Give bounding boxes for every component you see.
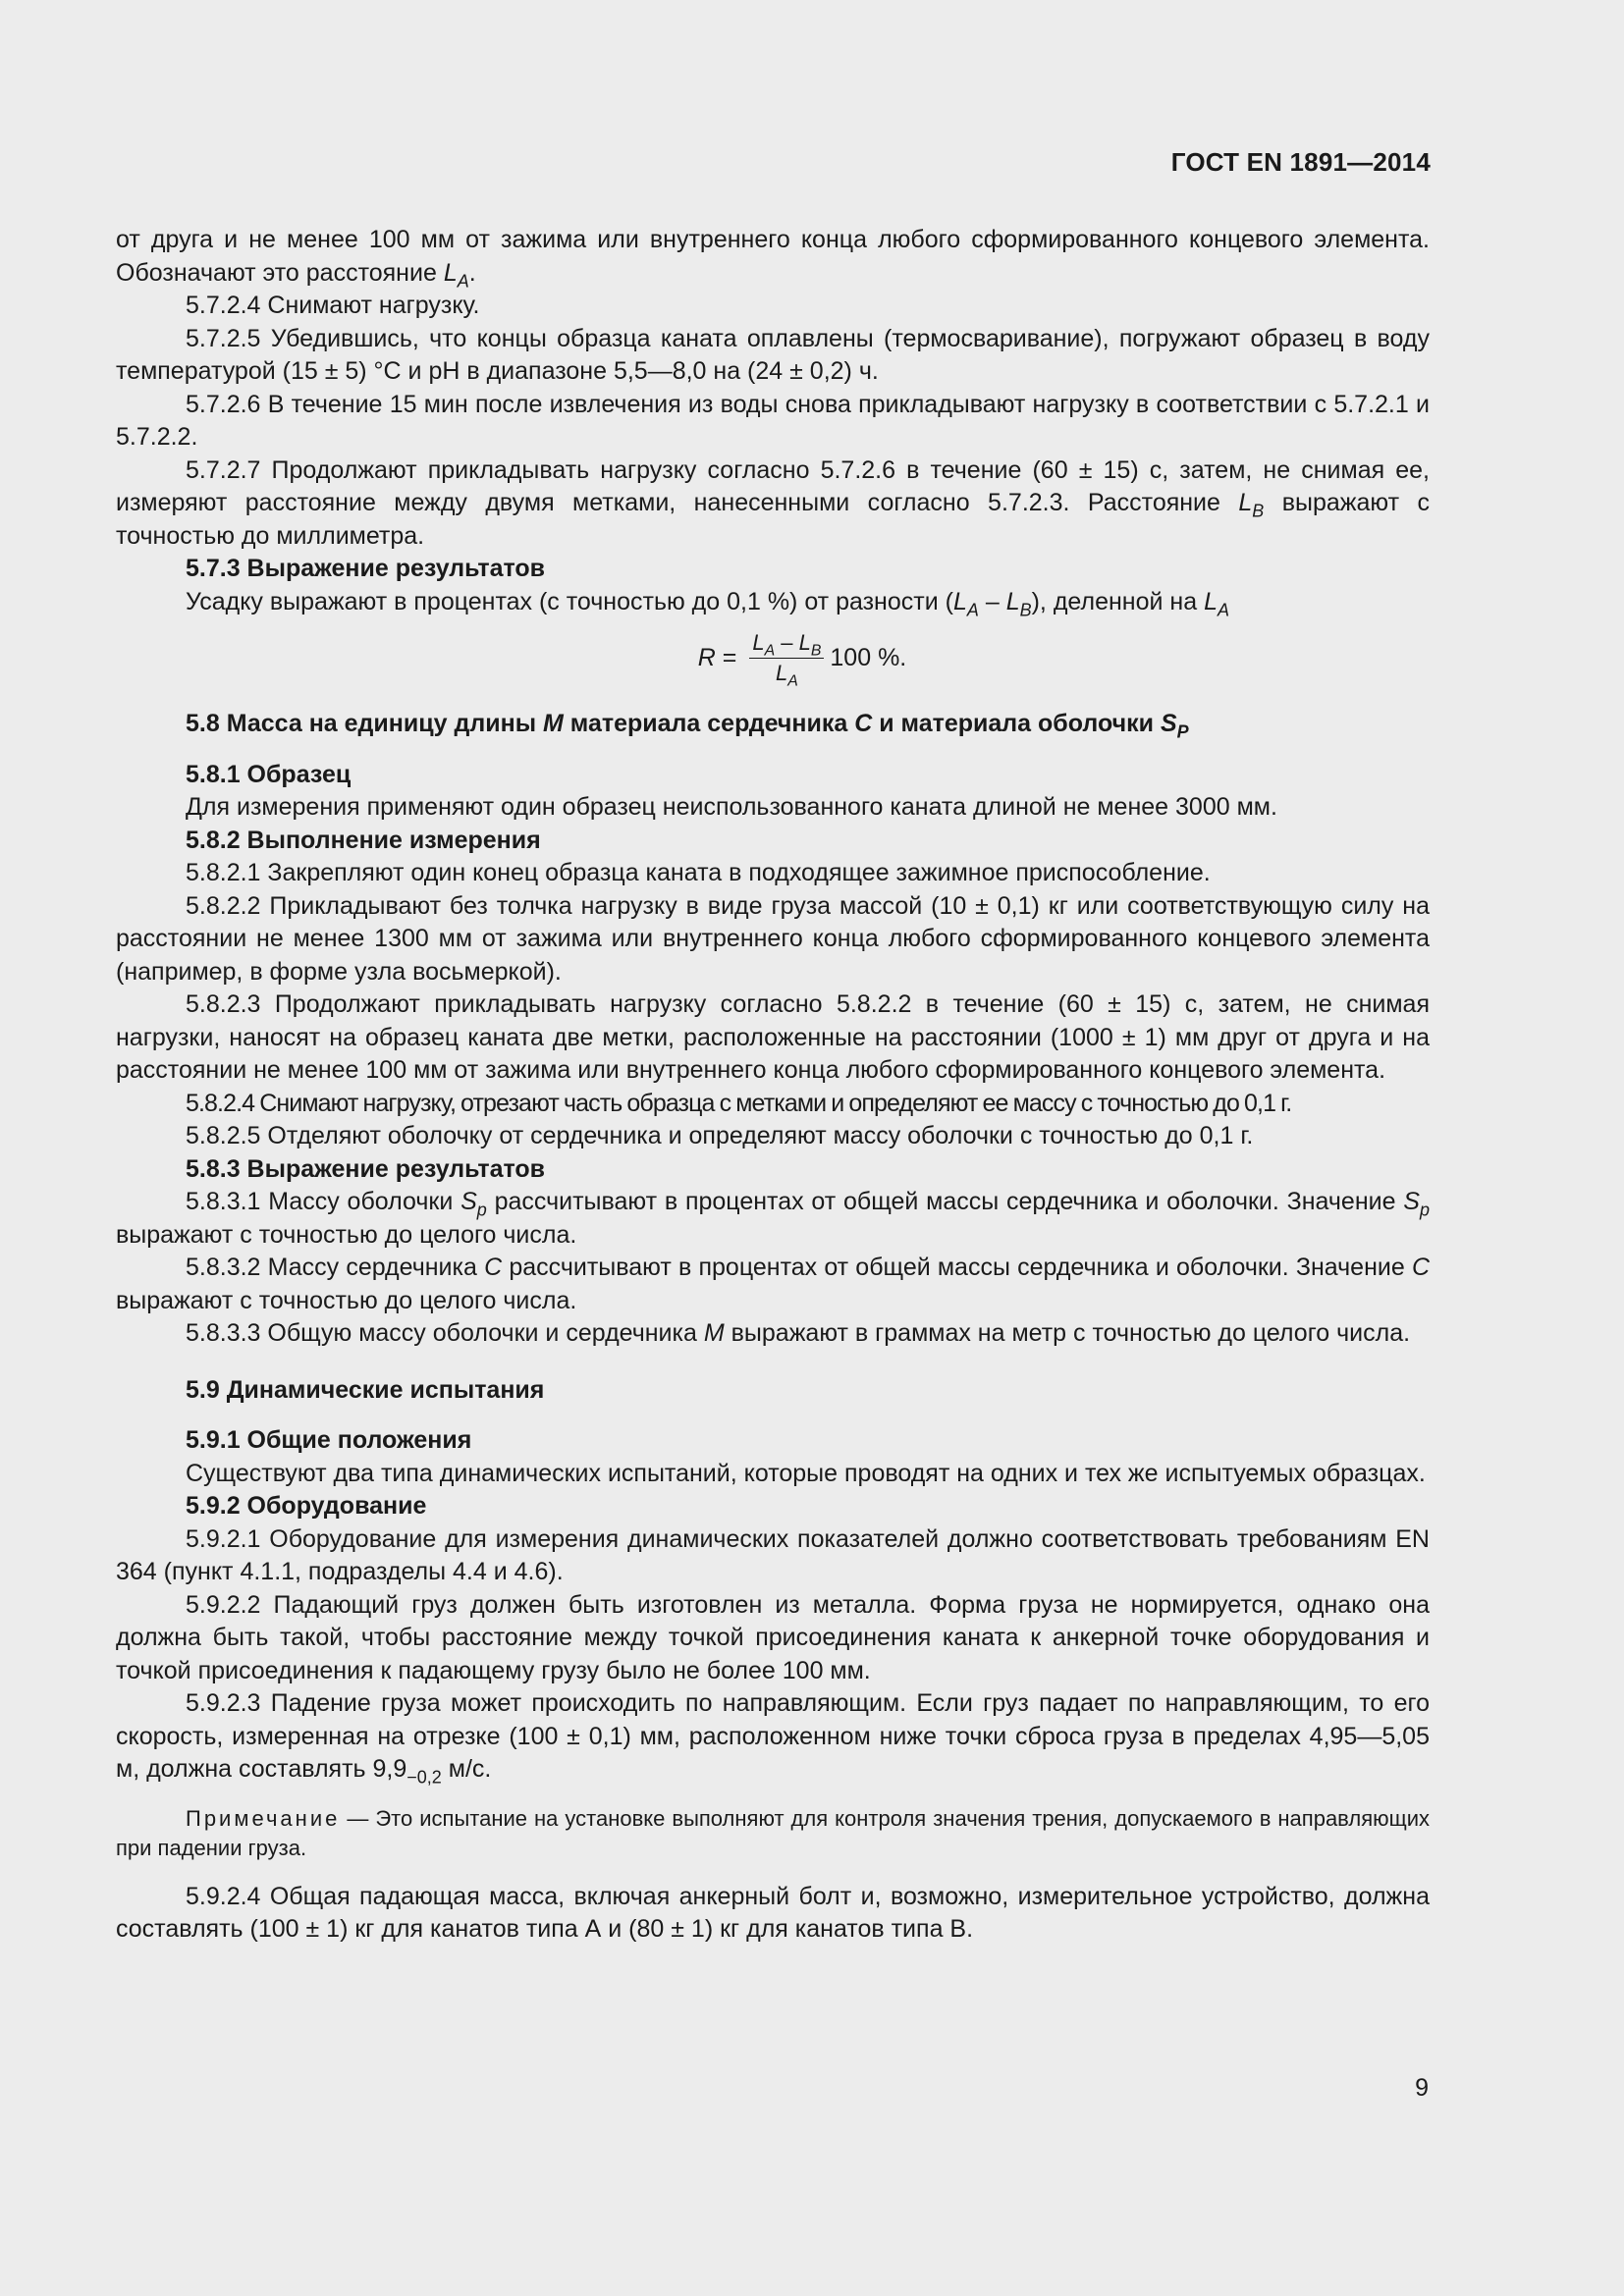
paragraph-5-7-2-4: 5.7.2.4 Снимают нагрузку. <box>186 292 480 319</box>
document-body <box>116 224 1430 1947</box>
heading-5-9-1: 5.9.1 Общие положения <box>186 1426 472 1454</box>
formula-denominator: $L_A$ <box>775 661 798 690</box>
heading-5-8-1: 5.8.1 Образец <box>186 760 352 788</box>
paragraph-5-8-1: Для измерения применяют один образец неиспользованного каната длиной не менее 3000 мм. <box>186 793 1277 821</box>
paragraph-5-8-2-2: 5.8.2.2 Прикладывают без толчка нагрузку в виде груза массой (10 ± 0,1) кг или соответствующую силу на расстоянии не менее 1300 мм от зажима или внутреннего конца любого сформированного концевого элемента (например, в форме узла восьмеркой). <box>116 891 1430 986</box>
page-number: 9 <box>1415 2074 1429 2102</box>
heading-5-7-3: 5.7.3 Выражение результатов <box>186 555 546 582</box>
heading-5-8: 5.8 Масса на единицу длины M материала сердечника C и материала оболочки $S_P$ <box>186 710 1189 742</box>
paragraph-5-8-2-1: 5.8.2.1 Закрепляют один конец образца каната в подходящее зажимное приспособление. <box>186 859 1211 886</box>
paragraph-5-7-3: Усадку выражают в процентах (с точностью до 0,1 %) от разности $(L_A - L_B)$, деленной на $L_A$ <box>186 587 1229 619</box>
paragraph-5-8-2-4: 5.8.2.4 Снимают нагрузку, отрезают часть образца с метками и определяют ее массу с точностью до 0,1 г. <box>186 1089 1292 1117</box>
paragraph-5-7-2-6: 5.7.2.6 В течение 15 мин после извлечения из воды снова прикладывают нагрузку в соответствии с 5.7.2.1 и 5.7.2.2. <box>116 390 1430 451</box>
paragraph-5-9-2-3: 5.9.2.3 Падение груза может происходить по направляющим. Если груз падает по направляющим, то его скорость, измеренная на отрезке (100 ± 0,1) мм, расположенном ниже точки сброса груза в пределах 4,95—5,05 м, должна составлять $9,9_{-0,2}$ м/с. <box>116 1689 1430 1788</box>
heading-5-8-2: 5.8.2 Выполнение измерения <box>186 826 541 854</box>
paragraph-5-8-2-3: 5.8.2.3 Продолжают прикладывать нагрузку согласно 5.8.2.2 в течение (60 ± 15) с, затем, не снимая нагрузки, наносят на образец каната две метки, расположенные на расстоянии (1000 ± 1) мм друг от друга и на расстоянии не менее 100 мм от зажима или внутреннего конца любого сформированного концевого элемента. <box>116 990 1430 1084</box>
paragraph-continuation: от друга и не менее 100 мм от зажима или внутреннего конца любого сформированного концевого элемента. Обозначают это расстояние $L_A$. <box>116 226 1430 291</box>
shrinkage-formula: R = $\frac{L_A - L_B}{L_A}$ 100 %. <box>697 630 907 690</box>
standard-header: ГОСТ EN 1891—2014 <box>1170 147 1431 177</box>
paragraph-5-7-2-5: 5.7.2.5 Убедившись, что концы образца каната оплавлены (термосваривание), погружают образец в воду температурой (15 ± 5) °С и рН в диапазоне 5,5—8,0 на (24 ± 0,2) ч. <box>116 324 1430 385</box>
paragraph-5-9-2-2: 5.9.2.2 Падающий груз должен быть изготовлен из металла. Форма груза не нормируется, однако она должна быть такой, чтобы расстояние между точкой присоединения каната к анкерной точке оборудования и точкой присоединения к падающему грузу было не более 100 мм. <box>116 1590 1430 1684</box>
note-label: Примечание <box>186 1805 341 1831</box>
paragraph-5-8-3-2: 5.8.3.2 Массу сердечника C рассчитывают в процентах от общей массы сердечника и оболочки. Значение C выражают с точностью до целого числа. <box>116 1254 1430 1314</box>
paragraph-5-8-2-5: 5.8.2.5 Отделяют оболочку от сердечника и определяют массу оболочки с точностью до 0,1 г. <box>186 1122 1254 1149</box>
paragraph-5-8-3-3: 5.8.3.3 Общую массу оболочки и сердечника M выражают в граммах на метр с точностью до целого числа. <box>186 1319 1411 1347</box>
formula-numerator: $L_A - L_B$ <box>749 632 824 659</box>
paragraph-5-8-3-1: 5.8.3.1 Массу оболочки $S_p$ рассчитывают в процентах от общей массы сердечника и оболочки. Значение $S_p$ выражают с точностью до целого числа. <box>116 1188 1430 1249</box>
formula-fraction <box>749 630 824 690</box>
note: Примечание — Это испытание на установке выполняют для контроля значения трения, допускаемого в направляющих при падении груза. <box>116 1805 1430 1860</box>
paragraph-5-7-2-7: 5.7.2.7 Продолжают прикладывать нагрузку согласно 5.7.2.6 в течение (60 ± 15) с, затем, не снимая ее, измеряют расстояние между двумя метками, нанесенными согласно 5.7.2.3. Расстояние $L_B$ выражают с точностью до миллиметра. <box>116 455 1431 550</box>
heading-5-9-2: 5.9.2 Оборудование <box>186 1492 427 1520</box>
paragraph-5-9-2-4: 5.9.2.4 Общая падающая масса, включая анкерный болт и, возможно, измерительное устройство, должна составлять (100 ± 1) кг для канатов типа А и (80 ± 1) кг для канатов типа В. <box>116 1882 1430 1943</box>
paragraph-5-9-2-1: 5.9.2.1 Оборудование для измерения динамических показателей должно соответствовать требованиям EN 364 (пункт 4.1.1, подразделы 4.4 и 4.6). <box>116 1524 1430 1585</box>
heading-5-8-3: 5.8.3 Выражение результатов <box>186 1154 546 1183</box>
paragraph-5-9-1: Существуют два типа динамических испытаний, которые проводят на одних и тех же испытуемых образцах. <box>186 1459 1426 1487</box>
heading-5-9: 5.9 Динамические испытания <box>186 1375 545 1404</box>
